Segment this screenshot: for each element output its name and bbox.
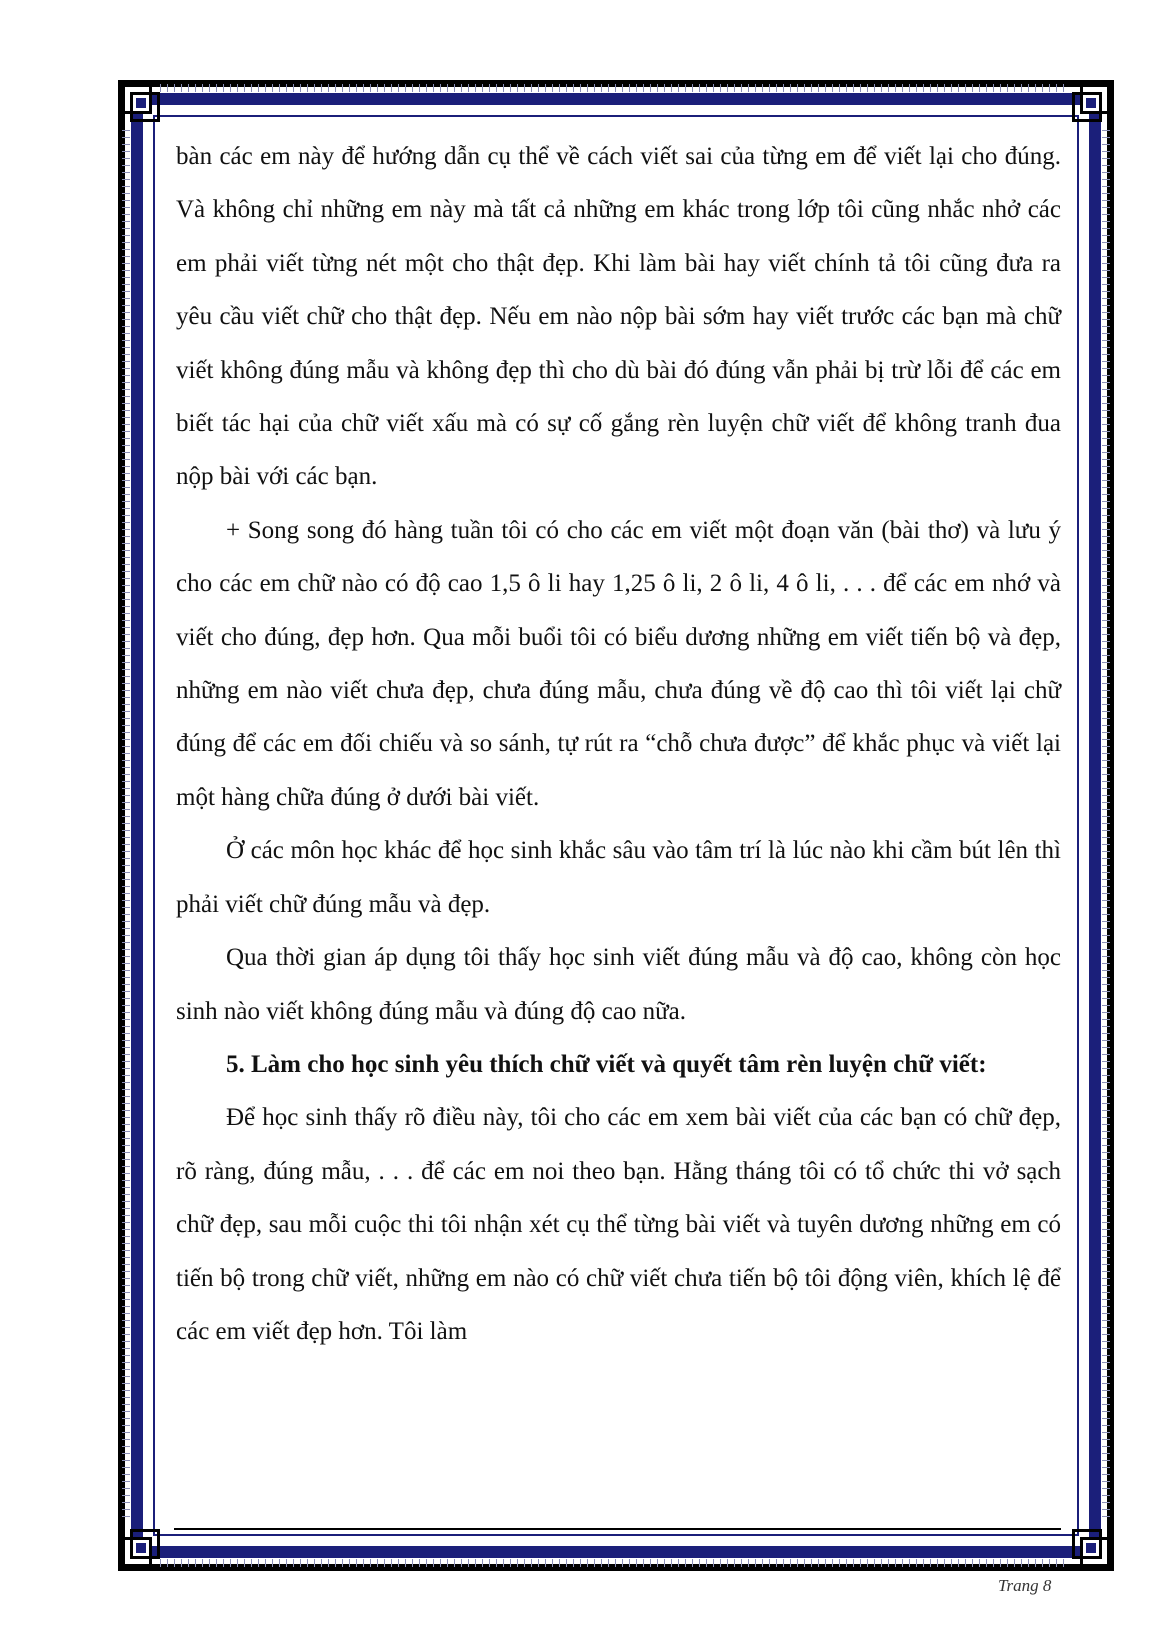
border-corner-ornament-top-right — [1068, 80, 1114, 126]
section-heading: 5. Làm cho học sinh yêu thích chữ viết và quyết tâm rèn luyện chữ viết: — [226, 1050, 987, 1078]
border-corner-ornament-bottom-left — [118, 1525, 164, 1571]
page-border-hatch-top — [160, 84, 1070, 92]
paragraph: Để học sinh thấy rõ điều này, tôi cho các em xem bài viết của các bạn có chữ đẹp, rõ ràng, đúng mẫu, . . . để các em noi theo bạn. Hằng tháng tôi có tổ chức thi vở sạch chữ đẹp, sau mỗi cuộc thi tôi nhận xét cụ thể từng bài viết và tuyên dương những em có tiến bộ trong chữ viết, những em nào có chữ viết chưa tiến bộ tôi động viên, khích lệ để các em viết đẹp hơn. Tôi làm — [176, 1104, 1061, 1345]
paragraph: bàn các em này để hướng dẫn cụ thể về cách viết sai của từng em để viết lại cho đúng. Và không chỉ những em này mà tất cả những em khác trong lớp tôi cũng nhắc nhở các em phải viết từng nét một cho thật đẹp. Khi làm bài hay viết chính tả tôi cũng đưa ra yêu cầu viết chữ cho thật đẹp. Nếu em nào nộp bài sớm hay viết trước các bạn mà chữ viết không đúng mẫu và không đẹp thì cho dù bài đó đúng vẫn phải bị trừ lỗi để các em biết tác hại của chữ viết xấu mà có sự cố gắng rèn luyện chữ viết để không tranh đua nộp bài với các bạn. — [176, 143, 1061, 491]
border-corner-ornament-bottom-right — [1068, 1525, 1114, 1571]
page-border-hatch-right — [1102, 130, 1110, 1520]
footer-divider — [174, 1528, 1061, 1530]
paragraph: Ở các môn học khác để học sinh khắc sâu vào tâm trí là lúc nào khi cầm bút lên thì phải viết chữ đúng mẫu và đẹp. — [176, 837, 1061, 918]
page-border-hatch-bottom — [160, 1559, 1070, 1567]
page-border-hatch-left — [122, 130, 130, 1520]
document-body — [176, 130, 1061, 1358]
page-number: Trang 8 — [998, 1576, 1052, 1595]
paragraph: + Song song đó hàng tuần tôi có cho các em viết một đoạn văn (bài thơ) và lưu ý cho các em chữ nào có độ cao 1,5 ô li hay 1,25 ô li, 2 ô li, 4 ô li, . . . để các em nhớ và viết cho đúng, đẹp hơn. Qua mỗi buổi tôi có biểu dương những em viết tiến bộ và đẹp, những em nào viết chưa đẹp, chưa đúng mẫu, chưa đúng về độ cao thì tôi viết lại chữ đúng để các em đối chiếu và so sánh, tự rút ra “chỗ chưa được” để khắc phục và viết lại một hàng chữa đúng ở dưới bài viết. — [176, 516, 1061, 811]
border-corner-ornament-top-left — [118, 80, 164, 126]
paragraph: Qua thời gian áp dụng tôi thấy học sinh viết đúng mẫu và độ cao, không còn học sinh nào viết không đúng mẫu và đúng độ cao nữa. — [176, 944, 1061, 1025]
